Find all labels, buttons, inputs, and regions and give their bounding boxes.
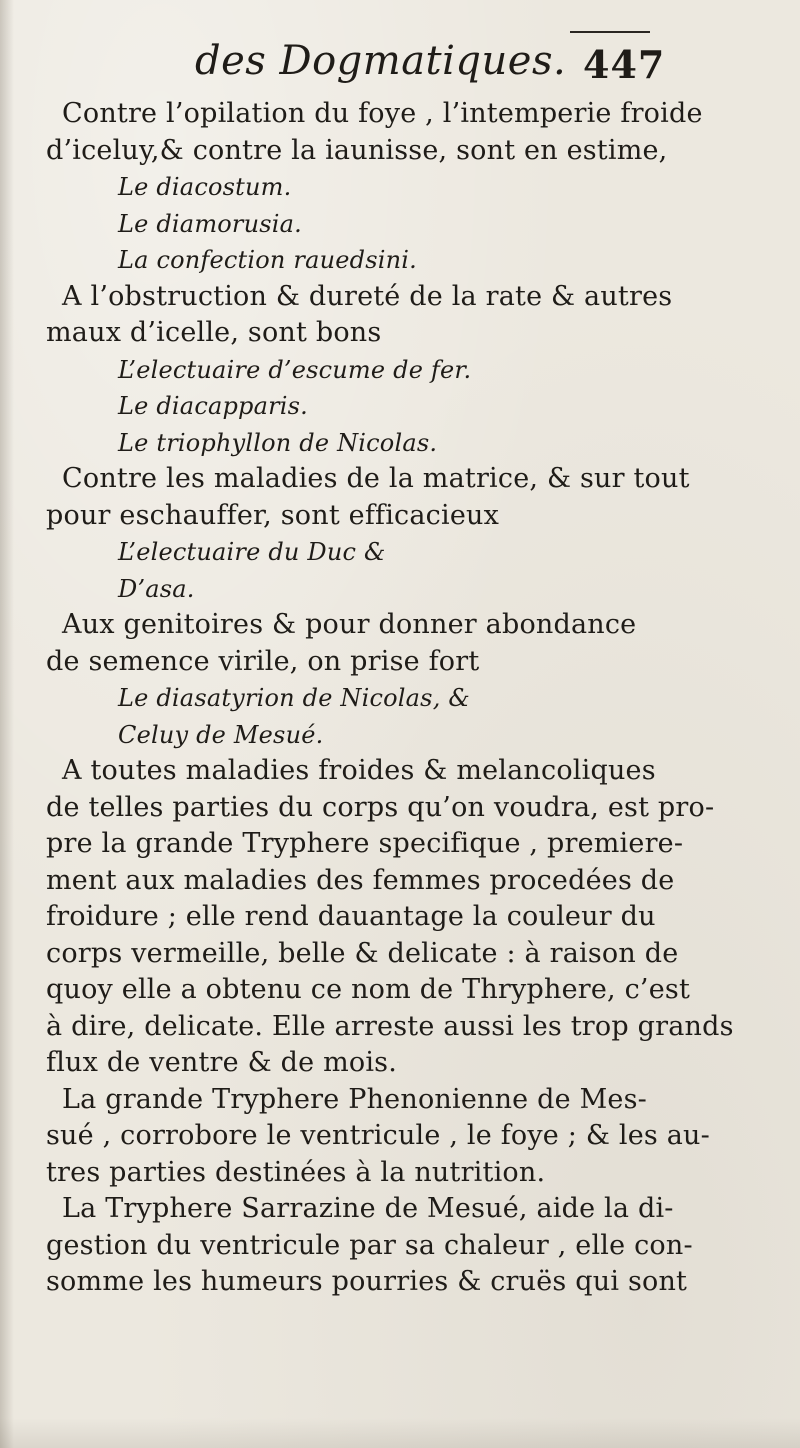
text-line: La Tryphere Sarrazine de Mesué, aide la di-: [62, 1193, 674, 1224]
page-text: [44, 96, 734, 1301]
text-line: Contre l’opilation du foye , l’intemperie froide: [62, 98, 703, 129]
text-line: à dire, delicate. Elle arreste aussi les trop grands: [46, 1010, 734, 1042]
text-line: Contre les maladies de la matrice, & sur tout: [62, 463, 690, 494]
text-line: d’iceluy,& contre la iaunisse, sont en estime,: [46, 134, 668, 166]
text-line: pour eschauffer, sont efficacieux: [46, 499, 500, 531]
text-line: ment aux maladies des femmes procedées de: [46, 864, 675, 896]
text-line: de telles parties du corps qu’on voudra, est pro-: [46, 791, 715, 823]
text-line: quoy elle a obtenu ce nom de Thryphere, c’est: [46, 974, 690, 1005]
text-line: corps vermeille, belle & delicate : à raison de: [46, 937, 679, 969]
text-line: Aux genitoires & pour donner abondance: [62, 609, 637, 640]
text-line: gestion du ventricule par sa chaleur , elle con-: [46, 1229, 693, 1261]
text-line: sué , corrobore le ventricule , le foye ; & les au-: [46, 1120, 710, 1151]
remedy-entry: Le diacapparis.: [118, 392, 308, 420]
page-left-shadow: [0, 0, 14, 1448]
text-line: pre la grande Tryphere specifique , premiere-: [46, 828, 684, 859]
text-line: tres parties destinées à la nutrition.: [46, 1156, 546, 1188]
remedy-entry: L’electuaire d’escume de fer.: [118, 355, 472, 384]
remedy-entry: Le diamorusia.: [118, 209, 302, 238]
remedy-entry: Le triophyllon de Nicolas.: [118, 428, 438, 457]
page-bottom-shadow: [0, 1418, 800, 1448]
header-rule: [570, 31, 650, 33]
remedy-entry: Celuy de Mesué.: [118, 720, 324, 749]
running-head: des Dogmatiques.: [195, 38, 567, 84]
remedy-entry: L’electuaire du Duc &: [118, 538, 386, 566]
text-line: La grande Tryphere Phenonienne de Mes-: [62, 1083, 647, 1115]
remedy-entry: Le diasatyrion de Nicolas, &: [118, 684, 470, 712]
text-line: somme les humeurs pourries & cruës qui sont: [46, 1266, 688, 1297]
text-line: froidure ; elle rend dauantage la couleur du: [46, 901, 656, 932]
text-line: flux de ventre & de mois.: [46, 1047, 398, 1078]
remedy-entry: La confection rauedsini.: [118, 246, 417, 274]
page-number: 447: [583, 42, 666, 87]
text-line: de semence virile, on prise fort: [46, 645, 480, 677]
text-line: A l’obstruction & dureté de la rate & autres: [62, 280, 673, 312]
text-line: maux d’icelle, sont bons: [46, 317, 382, 348]
remedy-entry: D’asa.: [118, 574, 195, 603]
text-line: A toutes maladies froides & melancoliques: [62, 755, 656, 786]
remedy-entry: Le diacostum.: [118, 173, 292, 201]
